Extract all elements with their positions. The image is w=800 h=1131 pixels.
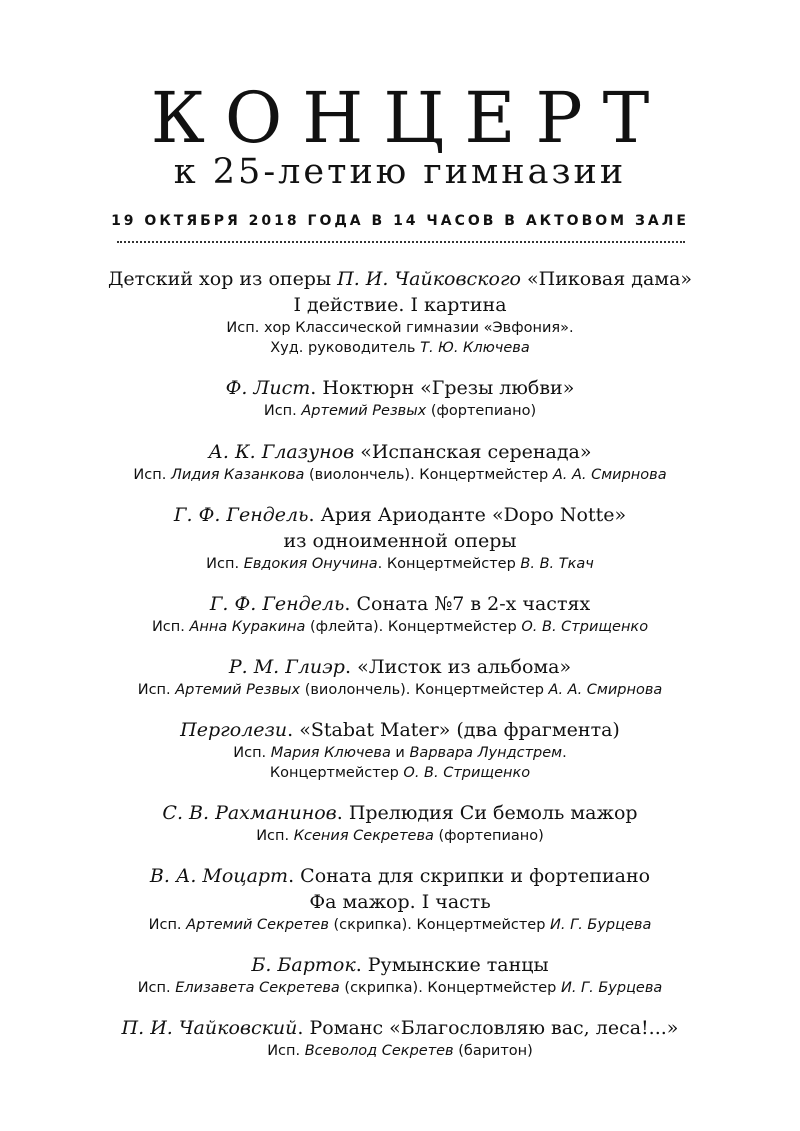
person-or-composer-name: В. В. Ткач <box>520 556 594 572</box>
performer-line <box>0 763 800 783</box>
person-or-composer-name: Б. Барток <box>251 954 356 976</box>
text-segment: . «Stabat Mater» (два фрагмента) <box>287 719 620 741</box>
text-segment: . Соната для скрипки и фортепиано <box>288 865 651 887</box>
person-or-composer-name: Ксения Секретева <box>293 828 434 844</box>
person-or-composer-name: Евдокия Онучина <box>243 556 378 572</box>
text-segment: . Соната №7 в 2-х частях <box>344 593 591 615</box>
performer-line <box>0 680 800 700</box>
piece-title-line <box>0 717 800 743</box>
piece-title-line <box>0 292 800 318</box>
text-segment: (флейта). Концертмейстер <box>305 619 522 635</box>
performer-line <box>0 826 800 846</box>
performer-line <box>0 743 800 763</box>
person-or-composer-name: Р. М. Глиэр <box>228 656 345 678</box>
person-or-composer-name: Всеволод Секретев <box>304 1043 454 1059</box>
performer-line <box>0 978 800 998</box>
program-item <box>0 591 800 637</box>
piece-title-line <box>0 591 800 617</box>
text-segment: . Ноктюрн «Грезы любви» <box>310 377 575 399</box>
text-segment: Исп. <box>137 980 176 996</box>
text-segment: Исп. <box>151 619 190 635</box>
person-or-composer-name: Г. Ф. Гендель <box>173 504 309 526</box>
piece-title-line <box>0 528 800 554</box>
person-or-composer-name: А. А. Смирнова <box>552 467 667 483</box>
dotted-divider <box>117 241 685 243</box>
program-item <box>0 800 800 846</box>
text-segment: Исп. <box>256 828 294 844</box>
text-segment: (виолончель). Концертмейстер <box>304 467 553 483</box>
text-segment: . Романс «Благословляю вас, леса!...» <box>297 1017 679 1039</box>
piece-title-line <box>0 800 800 826</box>
text-segment: . Концертмейстер <box>377 556 521 572</box>
text-segment: . <box>562 745 567 761</box>
person-or-composer-name: П. И. Чайковский <box>121 1017 298 1039</box>
performer-line <box>0 318 800 338</box>
person-or-composer-name: П. И. Чайковского <box>337 268 521 290</box>
performer-line <box>0 554 800 574</box>
text-segment: (скрипка). Концертмейстер <box>328 917 551 933</box>
performer-line <box>0 1041 800 1061</box>
program-item <box>0 439 800 485</box>
performer-line <box>0 915 800 935</box>
text-segment: . Ария Ариоданте «Dopo Notte» <box>308 504 627 526</box>
piece-title-line <box>0 439 800 465</box>
text-segment: Исп. <box>137 682 176 698</box>
text-segment: (скрипка). Концертмейстер <box>339 980 561 996</box>
text-segment: Концертмейстер <box>269 765 404 781</box>
text-segment: (фортепиано) <box>426 403 537 419</box>
person-or-composer-name: А. К. Глазунов <box>208 441 355 463</box>
program-item <box>0 502 800 574</box>
piece-title-line <box>0 889 800 915</box>
performer-line <box>0 401 800 421</box>
text-segment: Исп. <box>233 745 271 761</box>
program-item <box>0 654 800 700</box>
person-or-composer-name: Лидия Казанкова <box>170 467 305 483</box>
program-item <box>0 952 800 998</box>
performer-line <box>0 465 800 485</box>
person-or-composer-name: Артемий Резвых <box>301 403 427 419</box>
person-or-composer-name: И. Г. Бурцева <box>560 980 663 996</box>
person-or-composer-name: И. Г. Бурцева <box>550 917 652 933</box>
program-list <box>0 266 800 1078</box>
program-item <box>0 375 800 421</box>
program-item <box>0 717 800 783</box>
text-segment: Детский хор из оперы <box>107 268 338 290</box>
text-segment: Фа мажор. I часть <box>309 891 491 913</box>
text-segment: Исп. <box>267 1043 305 1059</box>
text-segment: Исп. <box>133 467 171 483</box>
text-segment: Исп. <box>148 917 187 933</box>
text-segment: (фортепиано) <box>433 828 544 844</box>
text-segment: Исп. хор Классической гимназии «Эвфония». <box>226 320 574 336</box>
person-or-composer-name: Мария Ключева <box>270 745 391 761</box>
text-segment: Исп. <box>263 403 302 419</box>
person-or-composer-name: Т. Ю. Ключева <box>420 340 530 356</box>
text-segment: «Пиковая дама» <box>521 268 693 290</box>
person-or-composer-name: В. А. Моцарт <box>149 865 289 887</box>
program-item <box>0 266 800 358</box>
piece-title-line <box>0 266 800 292</box>
piece-title-line <box>0 654 800 680</box>
page-subtitle: к 25-летию гимназии <box>173 152 627 192</box>
piece-title-line <box>0 1015 800 1041</box>
person-or-composer-name: С. В. Рахманинов <box>162 802 337 824</box>
text-segment: (виолончель). Концертмейстер <box>300 682 549 698</box>
person-or-composer-name: Елизавета Секретева <box>175 980 340 996</box>
person-or-composer-name: О. В. Стрищенко <box>403 765 531 781</box>
person-or-composer-name: А. А. Смирнова <box>548 682 663 698</box>
person-or-composer-name: О. В. Стрищенко <box>521 619 649 635</box>
performer-line <box>0 617 800 637</box>
text-segment: Худ. руководитель <box>270 340 421 356</box>
piece-title-line <box>0 375 800 401</box>
text-segment: . Прелюдия Си бемоль мажор <box>336 802 638 824</box>
program-item <box>0 1015 800 1061</box>
person-or-composer-name: Артемий Секретев <box>186 917 329 933</box>
piece-title-line <box>0 863 800 889</box>
text-segment: . «Листок из альбома» <box>344 656 572 678</box>
event-date-line: 19 ОКТЯБРЯ 2018 ГОДА В 14 ЧАСОВ В АКТОВОМ ЗАЛЕ <box>111 213 689 229</box>
person-or-composer-name: Перголези <box>180 719 288 741</box>
text-segment: из одноименной оперы <box>283 530 517 552</box>
person-or-composer-name: Анна Куракина <box>189 619 306 635</box>
performer-line <box>0 338 800 358</box>
person-or-composer-name: Артемий Резвых <box>175 682 301 698</box>
text-segment: и <box>390 745 410 761</box>
text-segment: «Испанская серенада» <box>354 441 592 463</box>
program-item <box>0 863 800 935</box>
person-or-composer-name: Г. Ф. Гендель <box>209 593 345 615</box>
text-segment: . Румынские танцы <box>355 954 549 976</box>
text-segment: Исп. <box>206 556 244 572</box>
piece-title-line <box>0 502 800 528</box>
page-title: КОНЦЕРТ <box>150 77 670 159</box>
piece-title-line <box>0 952 800 978</box>
text-segment: (баритон) <box>453 1043 533 1059</box>
person-or-composer-name: Ф. Лист <box>225 377 311 399</box>
text-segment: I действие. I картина <box>293 294 507 316</box>
person-or-composer-name: Варвара Лундстрем <box>409 745 563 761</box>
